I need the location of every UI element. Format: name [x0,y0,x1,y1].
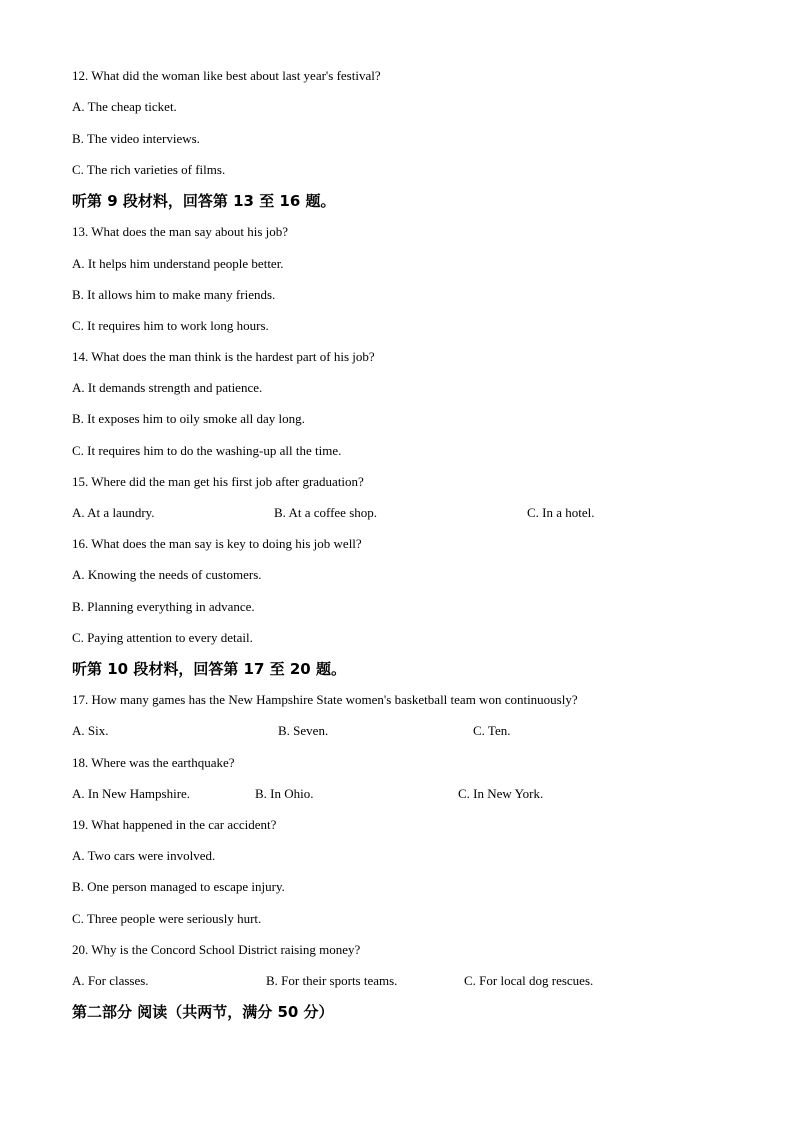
question-17-option-c: C. Ten. [473,723,511,738]
question-19-option-b: B. One person managed to escape injury. [72,879,285,894]
question-18-stem: 18. Where was the earthquake? [72,755,235,770]
question-15-stem: 15. Where did the man get his first job after graduation? [72,474,364,489]
section-9-heading: 听第 9 段材料，回答第 13 至 16 题。 [72,192,336,210]
question-19-option-c: C. Three people were seriously hurt. [72,911,262,926]
part-2-heading: 第二部分 阅读（共两节，满分 50 分） [72,1003,334,1021]
question-14-option-a: A. It demands strength and patience. [72,380,263,395]
question-18-option-b: B. In Ohio. [255,786,314,801]
question-16-option-a: A. Knowing the needs of customers. [72,567,262,582]
question-15-option-b: B. At a coffee shop. [274,505,378,520]
question-15-option-a: A. At a laundry. [72,505,155,520]
question-14-stem: 14. What does the man think is the hardest part of his job? [72,349,375,364]
question-17-stem: 17. How many games has the New Hampshire State women's basketball team won continuously? [72,692,578,707]
question-13-option-c: C. It requires him to work long hours. [72,318,269,333]
question-19-stem: 19. What happened in the car accident? [72,817,277,832]
question-18-option-c: C. In New York. [458,786,544,801]
question-15-option-c: C. In a hotel. [527,505,595,520]
question-12-stem: 12. What did the woman like best about last year's festival? [72,68,381,83]
question-12-option-a: A. The cheap ticket. [72,99,177,114]
question-20-option-b: B. For their sports teams. [266,973,398,988]
section-10-heading: 听第 10 段材料，回答第 17 至 20 题。 [72,660,346,678]
question-12-option-b: B. The video interviews. [72,131,200,146]
question-17-option-a: A. Six. [72,723,109,738]
question-18-option-a: A. In New Hampshire. [72,786,191,801]
question-16-option-c: C. Paying attention to every detail. [72,630,253,645]
question-13-option-a: A. It helps him understand people better. [72,256,284,271]
question-17-option-b: B. Seven. [278,723,329,738]
question-20-option-c: C. For local dog rescues. [464,973,594,988]
question-20-stem: 20. Why is the Concord School District raising money? [72,942,361,957]
question-19-option-a: A. Two cars were involved. [72,848,216,863]
question-13-option-b: B. It allows him to make many friends. [72,287,276,302]
question-13-stem: 13. What does the man say about his job? [72,224,289,239]
question-14-option-c: C. It requires him to do the washing-up all the time. [72,443,342,458]
question-16-stem: 16. What does the man say is key to doing his job well? [72,536,362,551]
question-12-option-c: C. The rich varieties of films. [72,162,226,177]
question-16-option-b: B. Planning everything in advance. [72,599,255,614]
question-20-option-a: A. For classes. [72,973,149,988]
question-14-option-b: B. It exposes him to oily smoke all day long. [72,411,305,426]
